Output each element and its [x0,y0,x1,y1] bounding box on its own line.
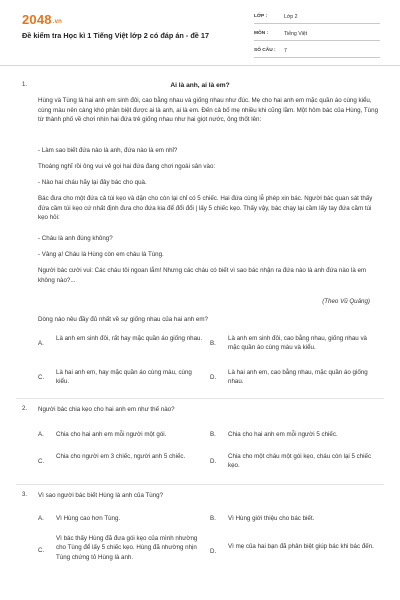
option-text: Vì mẹ của hai bạn đã phân biệt giúp bác khi bác đến. [228,543,374,550]
passage-paragraph: Hùng và Tùng là hai anh em sinh đôi, cao bằng nhau và giống nhau như đúc. Mẹ cho hai anh em mặc quần áo cùng kiểu, cùng màu nên càng khó phân biệt được ai là anh, ai là em. Đến cả bố mẹ nhiều khi cũng lầm. Một hôm bác của Hùng, Tùng từ thành phố về chơi nhìn hai đứa trẻ giống nhau như hai giọt nước, ông thốt lên: [38,97,379,124]
option-letter: C. [38,547,45,554]
option-letter: B. [210,340,216,347]
question-text: Người bác chia kẹo cho hai anh em như thế nào? [38,406,175,413]
meta-label: LỚP : [254,14,268,19]
passage-paragraph: Người bác cười vui: Các cháu tôi ngoan lắm! Nhưng các cháu có biết vì sao bác nhận ra đứa nào là anh đứa nào là em không nào?... [38,267,367,284]
option-letter: D. [210,548,217,555]
option-letter: D. [210,374,217,381]
passage-paragraph: Bác đưa cho một đứa cả túi kẹo và dặn cho còn lại chỉ có 5 chiếc. Hai đứa cùng lễ phép xin bác. Người bác quan sát thấy đứa cầm túi kẹo cứ nhất định đưa cho đứa kia để đổi đổi | lấy 5 chiếc kẹo. Thấy vậy, bác chạy lại cầm lấy tay đứa cầm túi kẹo hỏi: [38,195,373,222]
question-divider [16,484,384,485]
logo-main: 2048 [22,12,52,27]
meta-label: SỐ CÂU : [254,48,276,53]
meta-row-question-count [254,44,380,58]
question-text: Vì sao người bác biết Hùng là anh của Tùng? [38,492,164,499]
option-text: Là hai anh em, hay mặc quần áo cùng màu, cùng kiểu. [56,369,192,386]
passage-paragraph: - Cháu là anh đúng không? [38,235,113,242]
option-letter: C. [38,374,45,381]
passage-title: Ai là anh, ai là em? [170,82,230,89]
site-logo[interactable] [22,12,62,27]
meta-value: Tiếng Việt [284,30,308,37]
passage-paragraph: - Vâng ạ! Cháu là Hùng còn em cháu là Tùng. [38,251,164,258]
logo-suffix: .vn [52,19,63,25]
page-header [0,0,400,66]
passage-paragraph: - Nào hai cháu hãy lại đây bác cho quà. [38,179,147,186]
question-text: Dòng nào nêu đầy đủ nhất về sự giống nhau của hai anh em? [38,316,208,323]
passage-author: (Theo Vũ Quảng) [322,298,370,305]
exam-meta [254,10,380,61]
option-letter: B. [210,515,216,522]
option-text: Chia cho người em 3 chiếc, người anh 5 chiếc. [56,453,186,460]
question-number: 3. [22,492,28,498]
option-letter: A. [38,515,44,522]
question-divider [16,398,384,399]
option-text: Chia cho một cháu một gói kẹo, cháu còn lại 5 chiếc kẹo. [228,453,372,470]
option-letter: D. [210,458,217,465]
option-text: Vì Hùng cao hơn Tùng. [56,515,121,522]
option-text: Là anh em sinh đôi, cao bằng nhau, giống nhau và mặc quần áo cùng màu và kiểu. [228,335,367,352]
passage-paragraph: - Làm sao biết đứa nào là anh, đứa nào là em nhỉ? [38,147,178,154]
question-number: 2. [22,406,28,412]
option-text: Chia cho hai anh em mỗi người 5 chiếc. [228,431,338,438]
option-text: Là hai anh em, cao bằng nhau, mặc quần áo giống nhau. [228,369,368,386]
option-letter: C. [38,458,45,465]
option-text: Vì Hùng giới thiệu cho bác biết. [228,515,315,522]
meta-value: Lớp 2 [284,13,298,20]
option-letter: A. [38,340,44,347]
passage-paragraph: Thoáng nghĩ rồi ông vui vẻ gọi hai đứa đang chơi ngoài sân vào: [38,163,216,170]
meta-row-subject [254,27,380,41]
option-text: Vì bác thấy Hùng đã đưa gói kẹo của mình nhường cho Tùng để lấy 5 chiếc kẹo. Hùng đã nhường nhịn Tùng chứng tỏ Hùng là anh. [56,535,198,561]
option-text: Là anh em sinh đôi, rất hay mặc quần áo giống nhau. [56,335,203,342]
meta-row-class [254,10,380,24]
option-letter: A. [38,431,44,438]
question-number: 1. [22,82,28,88]
document-title: Đề kiểm tra Học kì 1 Tiếng Việt lớp 2 có đáp án - đề 17 [22,31,209,40]
option-text: Chia cho hai anh em mỗi người một gói. [56,431,167,438]
meta-value: 7 [284,47,287,54]
meta-label: MÔN : [254,31,269,36]
option-letter: B. [210,431,216,438]
